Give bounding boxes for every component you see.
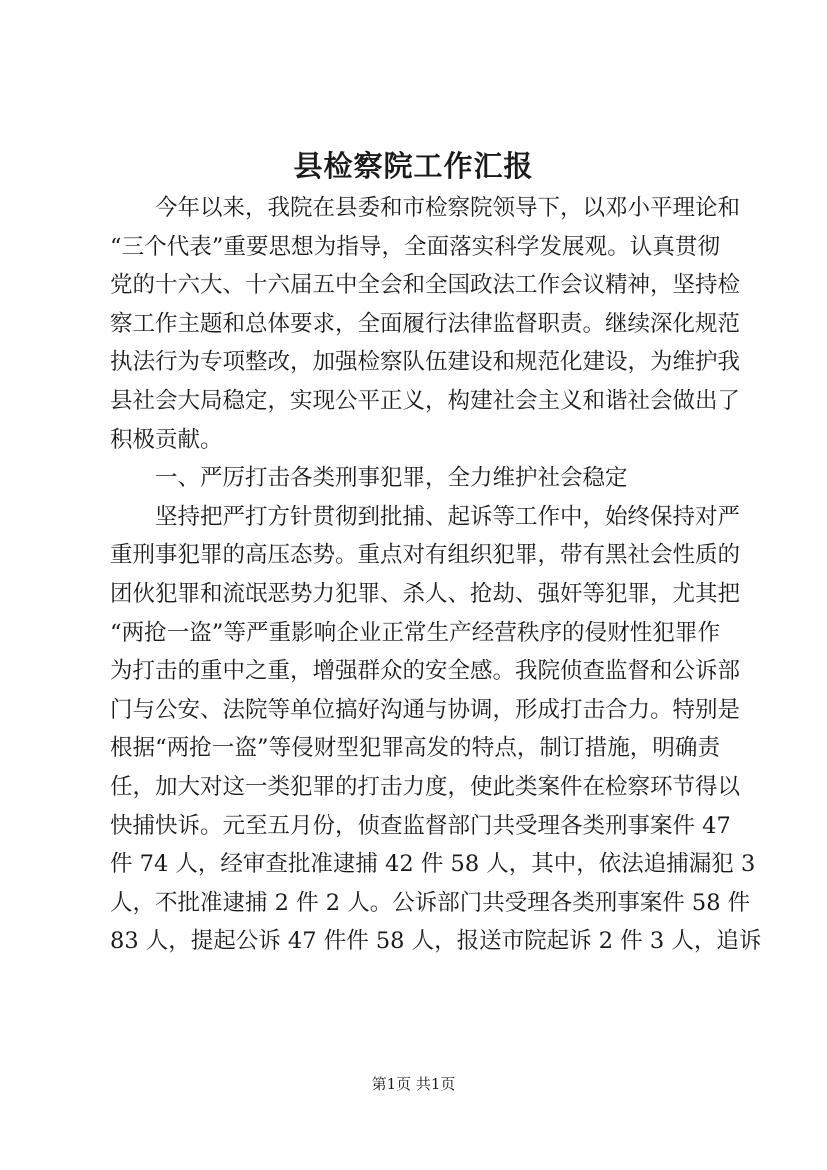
text-line: 人，不批准逮捕 2 件 2 人。公诉部门共受理各类刑事案件 58 件 [110, 889, 751, 916]
text-line: 快捕快诉。元至五月份，侦查监督部门共受理各类刑事案件 47 [110, 812, 731, 839]
text-line: 坚持把严打方针贯彻到批捕、起诉等工作中，始终保持对严 [110, 503, 741, 530]
text-line: 件 74 人，经审查批准逮捕 42 件 58 人，其中，依法追捕漏犯 3 [110, 851, 756, 878]
text-line: 根据“两抢一盗”等侵财型犯罪高发的特点，制订措施，明确责 [110, 735, 720, 762]
text-line: 任，加大对这一类犯罪的打击力度，使此类案件在检察环节得以 [110, 773, 741, 800]
text-line: “三个代表”重要思想为指导，全面落实科学发展观。认真贯彻 [110, 233, 720, 260]
text-line: 县社会大局稳定，实现公平正义，构建社会主义和谐社会做出了 [110, 387, 741, 414]
text-line: 执法行为专项整改，加强检察队伍建设和规范化建设，为维护我 [110, 349, 741, 376]
text-line: 为打击的重中之重，增强群众的安全感。我院侦查监督和公诉部 [110, 658, 741, 685]
page-footer: 第1页 共1页 [371, 1075, 456, 1093]
text-line: 门与公安、法院等单位搞好沟通与协调，形成打击合力。特别是 [110, 696, 741, 723]
document-body [110, 189, 762, 961]
text-line: 党的十六大、十六届五中全会和全国政法工作会议精神，坚持检 [110, 272, 741, 299]
text-line: “两抢一盗”等严重影响企业正常生产经营秩序的侵财性犯罪作 [110, 619, 720, 646]
text-line: 83 人，提起公诉 47 件件 58 人，报送市院起诉 2 件 3 人，追诉 [110, 928, 762, 955]
text-line: 察工作主题和总体要求，全面履行法律监督职责。继续深化规范 [110, 310, 741, 337]
document-title: 县检察院工作汇报 [293, 149, 534, 183]
text-line: 积极贡献。 [110, 426, 223, 453]
text-line: 重刑事犯罪的高压态势。重点对有组织犯罪，带有黑社会性质的 [110, 542, 741, 569]
text-line: 一、严厉打击各类刑事犯罪，全力维护社会稳定 [110, 465, 628, 492]
text-line: 团伙犯罪和流氓恶势力犯罪、杀人、抢劫、强奸等犯罪，尤其把 [110, 580, 741, 607]
text-line: 今年以来，我院在县委和市检察院领导下，以邓小平理论和 [110, 195, 741, 221]
